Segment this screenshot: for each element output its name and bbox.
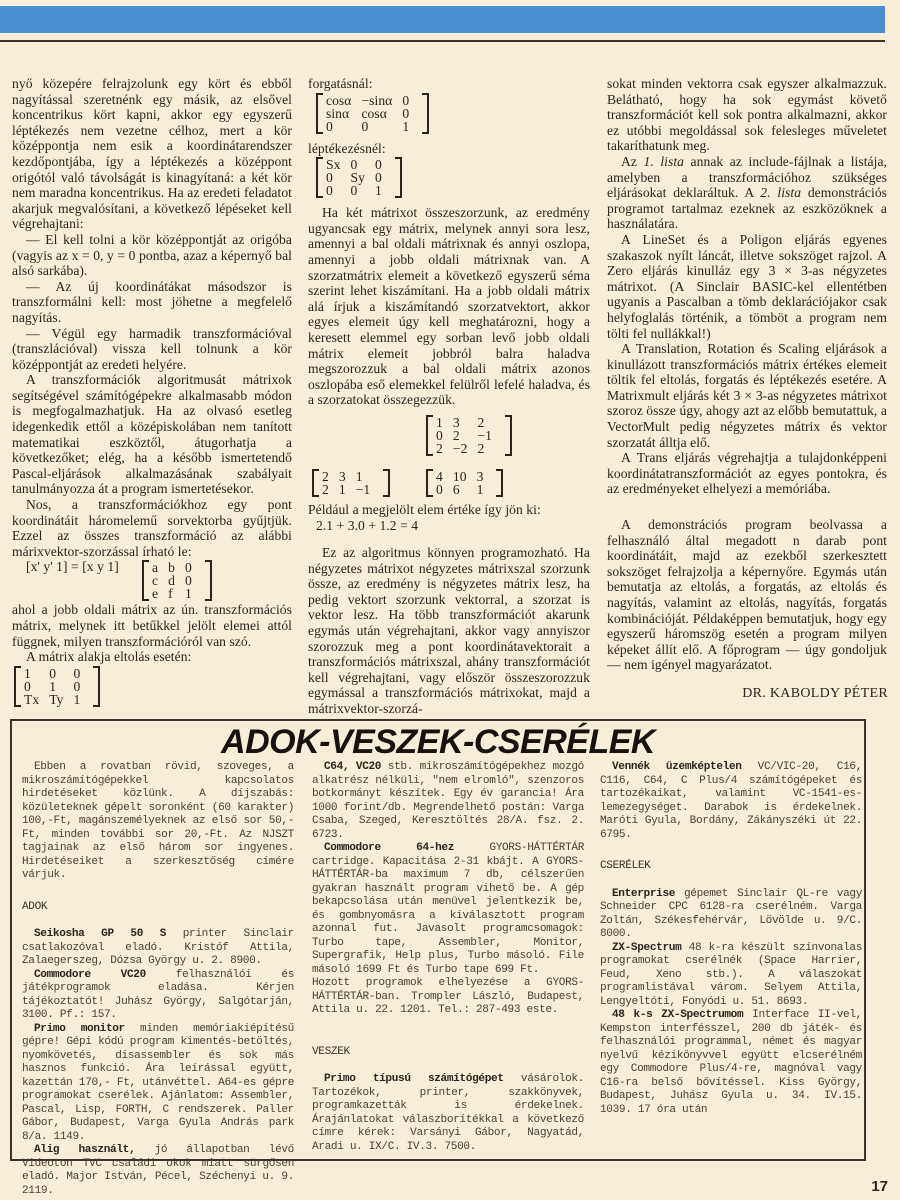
- ad-headline: Enterprise: [612, 887, 676, 900]
- classifieds-column-2: [312, 761, 584, 1154]
- ad-headline: Commodore VC20: [34, 968, 146, 981]
- matrix-label: A mátrix alakja eltolás esetén:: [26, 649, 192, 665]
- section-heading-adok: ADOK: [22, 900, 48, 913]
- ad-text: VC/VIC-20, C16, C116, C64, C Plus/4 számítógépeket és tartozékaikat, valamint VC-1541-es-lemezegységet. Darabok is érdekelnek. Maróti Gyula, Bordány, Zákányszéki út 22. 6795.: [600, 761, 863, 841]
- matrix-cell: 1: [355, 468, 363, 484]
- matrix-cell: −2: [452, 440, 468, 456]
- matrix-cell: 1: [402, 118, 410, 134]
- classifieds-column-1: [22, 761, 294, 1198]
- matrix-cell: e: [152, 586, 159, 602]
- header-rule: [0, 40, 885, 42]
- step-item: — Végül egy harmadik transzformációval (transzlációval) vissza kell tolnunk a kör középpontját az eredeti helyére.: [12, 325, 292, 372]
- matrix-cell: 0: [350, 183, 358, 199]
- matrix-cell: 0: [73, 665, 81, 681]
- listing-reference: 2. lista: [760, 185, 802, 201]
- matrix-cell: 0: [374, 170, 382, 186]
- matrix-cell: 3: [338, 468, 346, 484]
- article-column-3: [607, 76, 887, 673]
- matrix-cell: 2: [477, 440, 485, 456]
- matrix-cell: −sinα: [361, 92, 393, 108]
- text-run: demonstrációs programot tartalmaz ezeknek az eszközöknek a használatára.: [607, 185, 888, 232]
- step-item: — El kell tolni a kör középpontját az origóba (vagyis az x = 0, y = 0 pontba, azaz a képernyő bal alsó sarkába).: [12, 231, 292, 279]
- matrix-cell: cosα: [326, 92, 352, 108]
- ad-headline: Vennék üzemképtelen: [612, 761, 742, 773]
- matrix-cell: 2: [452, 427, 460, 443]
- matrix-cell: cosα: [361, 105, 387, 121]
- matrix-cell: 6: [452, 481, 460, 497]
- matrix-cell: 0: [326, 183, 333, 199]
- classifieds-title: ADOK-VESZEK-CSERÉLEK: [221, 723, 655, 761]
- matrix-cell: 4: [436, 468, 443, 484]
- ad-headline: Primo monitor: [34, 1022, 125, 1035]
- matrix-cell: Tx: [24, 691, 40, 707]
- general-transform-matrix: [142, 561, 212, 600]
- matrix-cell: 0: [436, 427, 443, 443]
- matrix-cell: 0: [49, 665, 57, 681]
- ad-headline: Commodore 64-hez: [324, 842, 454, 854]
- classified-ad: [22, 1023, 294, 1145]
- article-body: [0, 76, 900, 717]
- matrix-cell: 0: [24, 678, 31, 694]
- matrix-cell: 0: [73, 678, 81, 694]
- ad-text: 48 k-ra készült színvonalas programokat cserélnék (Space Harrier, Feud, Xeno stb.). A válaszokat programlistával várom. Selyem Attila, Lengyeltóti, Fonyódi u. 51. 8693.: [600, 941, 862, 1008]
- classified-ad: [22, 1144, 294, 1198]
- paragraph: A demonstrációs program beolvassa a felhasználó által megadott n darab pont koordinátáit, majd az ezekből szerkesztett sokszöget felrajzolja a képernyőre. Egymás után bemutatja az eltolás, a forgatás, az eltolás és nagyítás, valamint az eltolás, nagyítás, forgatás kombinációját. Példaképpen bemutatjuk, hogy egy egyszerű háromszög esetén a program milyen képeket állít elő. A főprogram — úgy gondoljuk — nem igényel magyarázatot.: [607, 517, 887, 673]
- matrix-cell: 3: [452, 414, 460, 430]
- matrix-cell: −1: [355, 481, 371, 497]
- classifieds-column-3: [600, 761, 862, 1117]
- example-right-matrix: [426, 416, 512, 455]
- example-result-matrix: [426, 470, 503, 496]
- matrix-cell: 1: [338, 481, 346, 497]
- paragraph: sokat minden vektorra csak egyszer alkalmazzuk. Belátható, hogy ha sok egymást követő transzformációt kell sok pontra alkalmazni, akkor ez utóbbi megoldással sok felesleges műveletet takaríthatunk meg.: [607, 76, 887, 154]
- scaling-matrix: [316, 158, 402, 197]
- author-byline: DR. KABOLDY PÉTER: [742, 686, 888, 701]
- matrix-cell: b: [168, 560, 175, 576]
- classifieds-box: [10, 719, 866, 1197]
- ad-text: jó állapotban lévő Videoton TVC családi okok miatt sürgősen eladó. Major István, Pécel, Széchenyi u. 9. 2119.: [22, 1144, 294, 1197]
- matrix-cell: f: [168, 586, 173, 602]
- ad-headline: ZX-Spectrum: [612, 941, 682, 954]
- ad-text: gépemet Sinclair QL-re vagy Schneider CPC 6128-ra cserélném. Varga Zoltán, Székesfehérvár, Lövölde u. 9/C. 8000.: [600, 887, 862, 940]
- classified-ad: [312, 761, 584, 842]
- ad-headline: Alig használt,: [34, 1144, 136, 1156]
- ad-text: printer Sinclair csatlakozóval eladó. Kristóf Attila, Zalaegerszeg, Dózsa György u. 2. 8900.: [22, 928, 294, 967]
- ad-headline: Primo típusú számítógépet: [324, 1073, 504, 1085]
- matrix-cell: 0: [361, 118, 369, 134]
- classified-ad: [600, 888, 862, 942]
- matrix-cell: 10: [452, 468, 467, 484]
- matrix-cell: 2: [322, 481, 329, 497]
- page-number: 17: [871, 1178, 888, 1195]
- example-formula: 2.1 + 3.0 + 1.2 = 4: [316, 517, 419, 533]
- paragraph: Ez az algoritmus könnyen programozható. Ha négyzetes mátrixot négyzetes mátrixszal szorzunk össze, az eredmény is négyzetes mátrix lesz, ha pedig vektort szorzunk vektorral, a szorzat is vektor lesz. Ha több transzformációt akarunk egymás után végrehajtani, akkor vagy annyiszor szorozzuk meg a pont koordinátavektorait a transzformációs mátrixszal, ahány transzformációt kell végrehajtani, vagy először összeszorozzuk egymással a transzformációs mátrixokat, majd a mátrixvektor-szorzá-: [308, 545, 590, 717]
- text-run: annak az include-fájlnak a listája, amelyben a transzformációhoz szükséges eljárásokat deklaráltuk. A: [607, 153, 887, 201]
- matrix-cell: 3: [476, 468, 484, 484]
- paragraph: A Trans eljárás végrehajtja a tulajdonképpeni koordinátatranszformációt az egyes pontokra, és az eredményeket elhelyezi a memóriába.: [607, 450, 887, 497]
- classified-ad-continued: Hozott programok elhelyezése a GYORS-HÁTTÉRTÁR-ban. Trompler László, Budapest, Attila u. 22. 1201. Tel.: 287-493 este.: [312, 977, 584, 1016]
- matrix-cell: 2: [436, 440, 443, 456]
- paragraph: Ha két mátrixot összeszorzunk, az eredmény ugyancsak egy mátrix, melynek annyi sora lesz, amennyi a bal oldali mátrixnak és annyi oszlopa, amennyi a jobb oldali mátrixnak van. A szorzatmátrix elemeit a következő egyszerű séma szerint lehet kiszámítani. Ha a jobb oldali mátrix alá írjuk a kiszámítandó szorzatvektort, akkor egyes elemeit úgy kell meghatározni, hogy a keresett elemmel egy sorban levő jobb oldali mátrix elemeit jobbról balra haladva megszorozzuk a bal oldali mátrix azonos oszlopába eső elemekkel felülről lefelé haladva, és a szorzatokat összegezzük.: [308, 205, 590, 408]
- matrix-cell: 1: [374, 183, 382, 199]
- paragraph: Nos, a transzformációkhoz egy pont koordinátáit háromelemű sorvektorba gyűjtjük. Ezzel az összes transzformáció az alábbi márixvektor-szorzással írható le:: [12, 497, 292, 559]
- classifieds-intro: Ebben a rovatban rövid, szoveges, a mikroszámítógépekkel kapcsolatos hirdetéseket közlünk. A díjszabás: közületeknek gépelt soronként (60 karakter) 100,-Ft, magánszemélyeknek az első sor 50,-Ft, minden további sor 20,-Ft. Az NJSZT tagjainak az első három sor ingyenes. Hirdetéseiket a szerkesztőség címére várjuk.: [22, 761, 294, 881]
- classified-ad: [22, 928, 294, 969]
- classified-ad: [312, 1073, 584, 1154]
- ad-text: Interface II-vel, Kempston interfésszel, 200 db játék- és felhasználói programmal, német és magyar nyelvű kézikönyvvel együtt elcserélném egy Commodore Plus/4-re, magnóval vagy C16-ra belső bővítéssel. Kiss György, Budapest, Juhász Gyula u. 34. IV.15. 1039. 17 óra után: [600, 1009, 862, 1116]
- paragraph: A LineSet és a Poligon eljárás egyenes szakaszok nyílt láncát, illetve sokszöget rajzol. A Zero eljárás kinulláz egy 3 × 3-as négyzetes mátrixot. (A Sinclair BASIC-kel ellentétben ugyanis a Pascalban a tömb deklarációjakor csak helyfoglalás történik, a tömböt a program nem tölti fel nullákkal!): [607, 231, 887, 341]
- classified-ad: [312, 842, 584, 977]
- matrix-cell: 1: [73, 691, 81, 707]
- ad-text: vásárolok. Tartozékok, printer, szakkönyvek, programkazetták is érdekelnek. Árajánlatokat válaszborítékkal a következő címre kérek: Varsányi Gábor, Nagyatád, Aradi u. IX/C. IV.3. 7500.: [312, 1073, 584, 1153]
- ad-headline: 48 k-s ZX-Spectrumom: [612, 1009, 744, 1021]
- ad-text: stb. mikroszámítógépekhez mozgó alkatrész nélküli, "nem elromló", szenzoros botkormányt készítek. Egy év garancia! Ára 1000 forint/db. Megrendelhető postán: Varga Csaba, Szeged, Keresztöltés 28/A. fsz. 2. 6723.: [312, 761, 584, 841]
- matrix-cell: 2: [322, 468, 329, 484]
- matrix-cell: sinα: [326, 105, 350, 121]
- matrix-cell: 0: [374, 157, 382, 173]
- classified-ad: [22, 969, 294, 1023]
- translation-matrix: [14, 667, 100, 706]
- matrix-cell: 2: [477, 414, 485, 430]
- ad-text: minden memóriakiépítésű gépre! Gépi kódú program kimentés-betöltés, nyomkövetés, disassembler és sok más hasznos funkció. Ára leírással együtt, kazettán 170,- Ft, utánvéttel. A64-es gépre programokat cserélek. Ajánlatom: Assembler, Pascal, Lisp, FORTH, C rendszerek. Paller Gábor, Budapest, Varga Gyula András park 8/a. 1149.: [22, 1022, 294, 1143]
- matrix-cell: 0: [326, 170, 333, 186]
- paragraph: A transzformációk algoritmusát mátrixok segítségével számítógépekre alkalmasabb módon is megfogalmazhatjuk. Ha az olvasó esetleg idegenkedik ettől a középiskolában nem tanított matematikai eszköztől, átugorhatja a következőket; elég, ha a később ismertetendő Pascal-eljárások alkalmazásának szabályait tanulmányozza át a program ismertetésekor.: [12, 372, 292, 497]
- matrix-cell: 0: [436, 481, 443, 497]
- matrix-cell: −1: [477, 427, 493, 443]
- ad-text: GYORS-HÁTTÉRTÁR cartridge. Kapacitása 2-31 kbájt. A GYORS-HÁTTÉRTÁR-ba maximum 7 db, célszerűen gyakran használt program vihető be. A gép bekapcsolása után menüvel jelentkezik be, és gombnyomásra a kiválasztott program azonnal fut. Javasolt programcsomagok: Turbo tape, Assembler, Monitor, Supergrafik, Help plus, Turbo másoló. File másoló 1699 Ft és Turbo tape 699 Ft.: [312, 842, 584, 976]
- matrix-label: forgatásnál:: [308, 76, 373, 91]
- equation-lhs: [x' y' 1] = [x y 1]: [26, 559, 119, 575]
- matrix-cell: 1: [49, 678, 57, 694]
- matrix-cell: 0: [350, 157, 358, 173]
- matrix-cell: 1: [436, 414, 443, 430]
- paragraph: nyő közepére felrajzolunk egy kört és ebből nagyítással szeretnénk egy másik, az elsővel koncentrikus kört kapni, akkor egy egyszerű léptékezés nem vezetne célhoz, mert a kör középpontja nem esik a koordinátarendszer kezdőpontjába, így a léptékezés a középpont origótól való távolságát is kinagyítaná: a két kör nem maradna koncentrikus. Ha az eredeti feladatot akarjuk megvalósítani, a következő lépéseket kell végrehajtani:: [12, 76, 292, 232]
- text-run: Az: [621, 153, 644, 169]
- listing-reference: 1. lista: [643, 153, 685, 169]
- matrix-cell: Sx: [326, 157, 341, 173]
- section-heading-cserelek: CSERÉLEK: [600, 860, 651, 872]
- decorative-color-band: [0, 6, 885, 33]
- classified-ad: [600, 761, 862, 842]
- matrix-cell: a: [152, 560, 159, 576]
- paragraph: [607, 154, 887, 232]
- paragraph: ahol a jobb oldali mátrix az ún. transzformációs mátrix, melynek itt betűkkel jelölt elemei attól függnek, milyen transzformációról van szó.: [12, 602, 292, 649]
- matrix-cell: 0: [184, 560, 192, 576]
- matrix-label: léptékezésnél:: [308, 140, 386, 156]
- step-item: — Az új koordinátákat másodszor is transzformálni kell: most jöhetne a megfelelő nagyítás.: [12, 278, 292, 325]
- ad-headline: Seikosha GP 50 S: [34, 928, 167, 940]
- ad-headline: C64, VC20: [324, 761, 382, 773]
- matrix-cell: Sy: [350, 170, 365, 186]
- matrix-cell: d: [168, 573, 175, 589]
- classified-ad: [600, 1009, 862, 1117]
- article-column-2: [308, 76, 590, 717]
- example-left-matrix: [312, 470, 390, 496]
- matrix-cell: 0: [326, 118, 333, 134]
- matrix-cell: 0: [402, 105, 410, 121]
- matrix-cell: 1: [476, 481, 484, 497]
- classified-ad: [600, 942, 862, 1010]
- matrix-cell: c: [152, 573, 159, 589]
- matrix-cell: 0: [184, 573, 192, 589]
- matrix-multiplication-example: [308, 410, 590, 502]
- equation: [12, 559, 292, 602]
- rotation-matrix: [316, 94, 429, 133]
- ad-text: felhasználói és játékprogramok eladása. Kérjen tájékoztatót! Juhász György, Salgótarján, 3100. Pf.: 157.: [22, 968, 295, 1021]
- matrix-cell: 1: [184, 586, 192, 602]
- article-column-1: [12, 76, 292, 708]
- matrix-cell: Ty: [49, 691, 64, 707]
- paragraph: A Translation, Rotation és Scaling eljárások a kinullázott transzformációs mátrix értékes elemeit töltik fel eltolás, forgatás és léptékezés esetére. A Matrixmult eljárás két 3 × 3-as négyzetes mátrixot szoroz össze úgy, ahogy azt az előbb bemutattuk, a VectorMult pedig négyzetes mátrix és vektor szorzatát álltja elő.: [607, 341, 887, 450]
- section-heading-veszek: VESZEK: [312, 1045, 350, 1058]
- matrix-cell: 1: [24, 665, 31, 681]
- example-text: Például a megjelölt elem értéke így jön ki:: [308, 501, 541, 517]
- matrix-cell: 0: [402, 92, 410, 108]
